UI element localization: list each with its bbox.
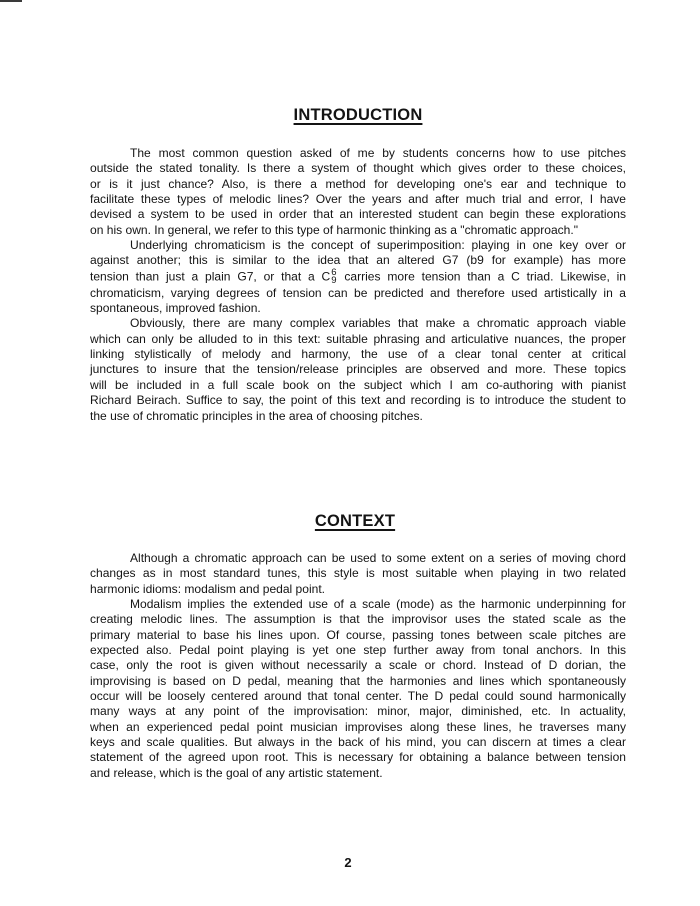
chord-text-before: tension than just a plain G7, or that a C (90, 269, 331, 284)
text-line: expected also. Pedal point playing is yet one step further away from tonal anchors. In this (90, 643, 626, 658)
text-line: case, only the root is given without necessarily a scale or chord. Instead of D dorian, the (90, 658, 626, 673)
page-number: 2 (344, 855, 352, 870)
text-line: primary material to base his lines upon. Of course, passing tones between scale pitches are (90, 627, 626, 642)
text-line: Underlying chromaticism is the concept of superimposition: playing in one key over or (130, 238, 626, 253)
introduction-body (90, 146, 626, 424)
chord-text-after: carries more tension than a C triad. Likewise, in (337, 269, 626, 284)
text-line: Although a chromatic approach can be used to some extent on a series of moving chord (130, 551, 626, 565)
text-line: keys and scale qualities. But always in the back of his mind, you can discern at times a clear (90, 735, 626, 750)
text-line: Obviously, there are many complex variables that make a chromatic approach viable (130, 316, 626, 331)
text-line: Modalism implies the extended use of a scale (mode) as the harmonic underpinning for (130, 597, 626, 612)
text-line: many ways at any point of the improvisation: minor, major, diminished, etc. In actuality, (90, 704, 626, 719)
text-line: when an experienced pedal point musician improvises along these lines, he traverses many (90, 719, 626, 734)
text-line: outside the stated tonality. Is there a system of thought which gives order to these choices, (90, 161, 626, 176)
text-line: on his own. In general, we refer to this type of harmonic thinking as a "chromatic approach." (90, 222, 579, 237)
text-line: devised a system to be used in order that an interested student can begin these explorations (90, 207, 626, 222)
text-line: will be included in a full scale book on the subject which I am co-authoring with pianist (90, 377, 626, 392)
page-edge-mark (0, 0, 22, 2)
text-line: spontaneous, improved fashion. (90, 301, 261, 316)
context-body (90, 551, 626, 781)
text-line: statement of the agreed upon root. This is necessary for obtaining a balance between tension (90, 750, 626, 765)
text-line: changes as in most standard tunes, this style is most suitable when playing in two related (90, 566, 626, 581)
text-line-chord (90, 266, 626, 287)
text-line: creating melodic lines. The assumption is that the improvisor uses the stated scale as the (90, 612, 626, 627)
text-line: which can only be alluded to in this text: suitable phrasing and articulative nuances, the proper (90, 331, 626, 346)
chord-extension-top: 6 (331, 266, 337, 278)
chord-symbol-c69 (331, 266, 337, 287)
text-line: against another; this is similar to the idea that an altered G7 (b9 for example) has more (90, 253, 626, 268)
text-line: and release, which is the goal of any artistic statement. (90, 765, 383, 780)
introduction-heading: INTRODUCTION (293, 106, 423, 124)
text-line: facilitate these types of melodic lines? Over the years and after much trial and error, I have (90, 192, 626, 207)
text-line: the use of chromatic principles in the area of choosing pitches. (90, 408, 423, 423)
text-line: junctures to insure that the tension/release principles are observed and more. These topics (90, 362, 626, 377)
text-line: or is it just chance? Also, is there a method for developing one's ear and technique to (90, 176, 626, 191)
text-line: harmonic idioms: modalism and pedal point. (90, 581, 326, 596)
text-line: occur will be loosely centered around that tonal center. The D pedal could sound harmonically (90, 689, 626, 704)
text-line: Richard Beirach. Suffice to say, the point of this text and recording is to introduce the student to (90, 393, 626, 408)
text-line: linking stylistically of melody and harmony, the use of a clear tonal center at critical (90, 347, 626, 362)
chord-extension-bottom: 9 (331, 275, 337, 287)
context-heading: CONTEXT (314, 512, 396, 530)
text-line: chromaticism, varying degrees of tension can be predicted and therefore used artistically in a (90, 285, 626, 300)
text-line: The most common question asked of me by students concerns how to use pitches (130, 146, 626, 160)
text-line: improvising is based on D pedal, meaning that the harmonies and lines which spontaneously (90, 673, 626, 688)
